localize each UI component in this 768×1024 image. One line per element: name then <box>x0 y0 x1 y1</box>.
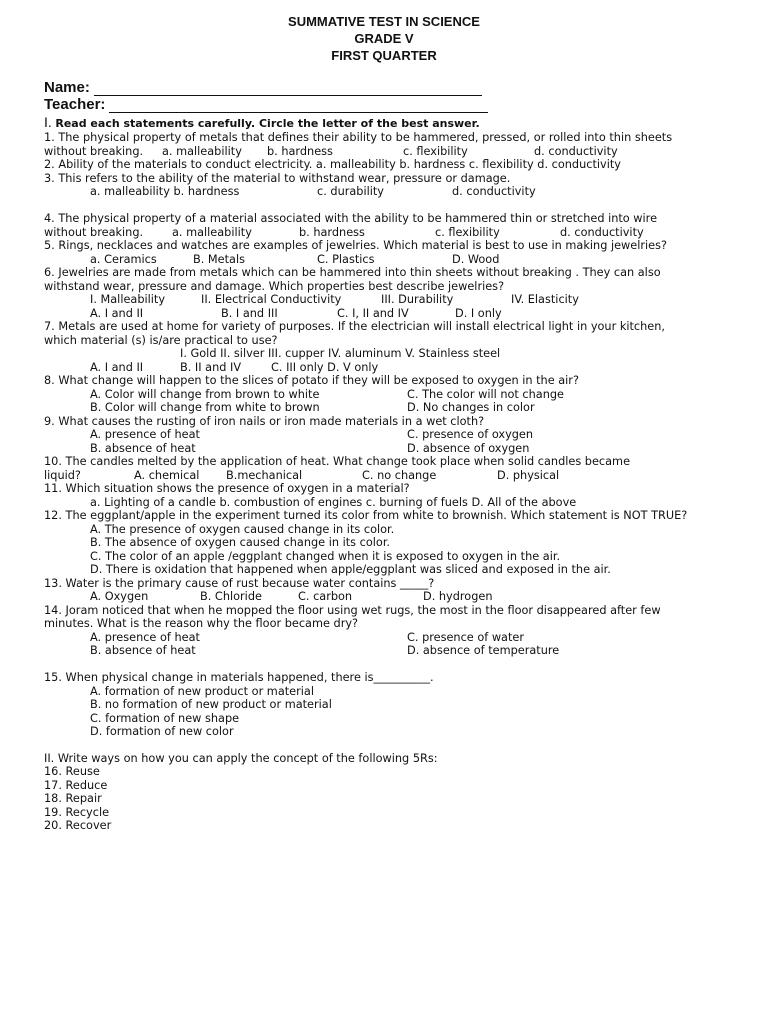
option[interactable]: A. Color will change from brown to white <box>90 388 320 401</box>
option[interactable]: C. III only D. V only <box>271 361 379 374</box>
option[interactable]: D. There is oxidation that happened when apple/eggplant was sliced and exposed in the air. <box>90 563 611 576</box>
item-18: 18. Repair <box>44 792 102 805</box>
option[interactable]: d. conductivity <box>452 185 536 198</box>
question-7-line-1: 7. Metals are used at home for variety of purposes. If the electrician will install electrical light in your kitchen, <box>44 320 666 333</box>
option[interactable]: D. absence of temperature <box>407 644 560 657</box>
option[interactable]: A. formation of new product or material <box>90 685 314 698</box>
grade-heading: GRADE V <box>354 31 414 46</box>
option[interactable]: B. II and IV <box>180 361 242 374</box>
option[interactable]: A. Oxygen <box>90 590 149 603</box>
option[interactable]: b. hardness <box>267 145 333 158</box>
question-11-options[interactable]: a. Lighting of a candle b. combustion of engines c. burning of fuels D. All of the above <box>90 496 577 509</box>
option[interactable]: C. formation of new shape <box>90 712 240 725</box>
question-1-line-1: 1. The physical property of metals that defines their ability to be hammered, pressed, or rolled into thin sheets <box>44 131 673 144</box>
question-9: 9. What causes the rusting of iron nails or iron made materials in a wet cloth? <box>44 415 485 428</box>
option[interactable]: C. no change <box>362 469 437 482</box>
question-6-line-1: 6. Jewelries are made from metals which can be hammered into thin sheets without breaking . They can also <box>44 266 661 279</box>
question-10-line-2 <box>44 469 756 482</box>
name-label: Name: <box>44 79 90 96</box>
question-7-line-2: which material (s) is/are practical to use? <box>44 334 278 347</box>
option[interactable]: c. flexibility <box>403 145 468 158</box>
option[interactable]: B. absence of heat <box>90 442 196 455</box>
option[interactable]: a. Ceramics <box>90 253 157 266</box>
option[interactable]: D. No changes in color <box>407 401 535 414</box>
property-item: II. Electrical Conductivity <box>201 293 342 306</box>
part1-numeral: I. <box>44 114 52 130</box>
question-13: 13. Water is the primary cause of rust because water contains _____? <box>44 577 435 590</box>
question-6-line-2: withstand wear, pressure and damage. Which properties best describe jewelries? <box>44 280 505 293</box>
option[interactable]: B. no formation of new product or material <box>90 698 332 711</box>
teacher-blank[interactable] <box>109 99 488 113</box>
option[interactable]: B.mechanical <box>226 469 303 482</box>
question-7-options <box>90 361 768 374</box>
teacher-field[interactable] <box>44 96 488 113</box>
option[interactable]: D. Wood <box>452 253 500 266</box>
question-13-options <box>90 590 768 603</box>
option[interactable]: B. Color will change from white to brown <box>90 401 320 414</box>
question-7-items: I. Gold II. silver III. cupper IV. aluminum V. Stainless steel <box>180 347 501 360</box>
question-10-stem-end: liquid? <box>44 469 81 482</box>
question-2: 2. Ability of the materials to conduct electricity. a. malleability b. hardness c. flexibility d. conductivity <box>44 158 621 171</box>
property-item: III. Durability <box>381 293 454 306</box>
question-9-options-row-1 <box>90 428 768 441</box>
option[interactable]: D. formation of new color <box>90 725 234 738</box>
option[interactable]: B. The absence of oxygen caused change in its color. <box>90 536 391 549</box>
teacher-label: Teacher: <box>44 96 106 113</box>
option[interactable]: d. conductivity <box>560 226 644 239</box>
option[interactable]: A. chemical <box>134 469 200 482</box>
question-14-line-1: 14. Joram noticed that when he mopped the floor using wet rugs, the most in the floor disappeared after few <box>44 604 661 617</box>
option[interactable]: a. malleability b. hardness <box>90 185 240 198</box>
part2-instruction: II. Write ways on how you can apply the concept of the following 5Rs: <box>44 752 438 765</box>
option[interactable]: C. I, II and IV <box>337 307 409 320</box>
option[interactable]: C. presence of water <box>407 631 525 644</box>
option[interactable]: D. hydrogen <box>423 590 493 603</box>
option[interactable]: D. physical <box>497 469 560 482</box>
question-8-options-row-1 <box>90 388 768 401</box>
option[interactable]: C. Plastics <box>317 253 375 266</box>
question-12: 12. The eggplant/apple in the experiment turned its color from white to brownish. Which statement is NOT TRUE? <box>44 509 688 522</box>
option[interactable]: A. presence of heat <box>90 428 200 441</box>
item-19: 19. Recycle <box>44 806 110 819</box>
item-20: 20. Recover <box>44 819 112 832</box>
test-title: SUMMATIVE TEST IN SCIENCE <box>288 14 480 29</box>
option[interactable]: A. presence of heat <box>90 631 200 644</box>
option[interactable]: C. The color will not change <box>407 388 564 401</box>
option[interactable]: A. The presence of oxygen caused change in its color. <box>90 523 395 536</box>
question-4-line-1: 4. The physical property of a material associated with the ability to be hammered thin or stretched into wire <box>44 212 658 225</box>
option[interactable]: A. I and II <box>90 361 144 374</box>
question-8-options-row-2 <box>90 401 768 414</box>
option[interactable]: C. carbon <box>298 590 353 603</box>
option[interactable]: a. malleability <box>172 226 252 239</box>
quarter-heading: FIRST QUARTER <box>331 48 437 63</box>
question-3: 3. This refers to the ability of the material to withstand wear, pressure or damage. <box>44 172 511 185</box>
question-4-stem-end: without breaking. <box>44 226 144 239</box>
option[interactable]: a. malleability <box>162 145 242 158</box>
option[interactable]: C. presence of oxygen <box>407 428 534 441</box>
option[interactable]: b. hardness <box>299 226 365 239</box>
item-17: 17. Reduce <box>44 779 108 792</box>
option[interactable]: A. I and II <box>90 307 144 320</box>
option[interactable]: B. I and III <box>221 307 278 320</box>
question-14-options-row-2 <box>90 644 768 657</box>
name-blank[interactable] <box>94 82 482 96</box>
question-5-options <box>90 253 768 266</box>
option[interactable]: c. durability <box>317 185 384 198</box>
option[interactable]: B. Chloride <box>200 590 262 603</box>
question-9-options-row-2 <box>90 442 768 455</box>
question-15: 15. When physical change in materials happened, there is__________. <box>44 671 434 684</box>
question-6-properties <box>90 293 768 306</box>
question-14-options-row-1 <box>90 631 768 644</box>
question-1-line-2 <box>44 145 756 158</box>
question-11: 11. Which situation shows the presence of oxygen in a material? <box>44 482 410 495</box>
option[interactable]: C. The color of an apple /eggplant changed when it is exposed to oxygen in the air. <box>90 550 561 563</box>
option[interactable]: D. absence of oxygen <box>407 442 530 455</box>
property-item: IV. Elasticity <box>511 293 579 306</box>
question-10-line-1: 10. The candles melted by the application of heat. What change took place when solid candles became <box>44 455 631 468</box>
question-3-options <box>90 185 768 198</box>
part1-instruction <box>44 116 756 130</box>
question-1-stem-end: without breaking. <box>44 145 144 158</box>
question-8: 8. What change will happen to the slices of potato if they will be exposed to oxygen in the air? <box>44 374 579 387</box>
option[interactable]: d. conductivity <box>534 145 618 158</box>
property-item: I. Malleability <box>90 293 166 306</box>
option[interactable]: D. I only <box>455 307 502 320</box>
option[interactable]: B. absence of heat <box>90 644 196 657</box>
item-16: 16. Reuse <box>44 765 100 778</box>
question-14-line-2: minutes. What is the reason why the floor became dry? <box>44 617 359 630</box>
option[interactable]: B. Metals <box>193 253 246 266</box>
option[interactable]: c. flexibility <box>435 226 500 239</box>
name-field[interactable] <box>44 79 482 96</box>
question-5: 5. Rings, necklaces and watches are examples of jewelries. Which material is best to use in making jewelries? <box>44 239 667 252</box>
question-6-options <box>90 307 768 320</box>
question-4-line-2 <box>44 226 756 239</box>
instruction-text: Read each statements carefully. Circle the letter of the best answer. <box>55 117 480 130</box>
